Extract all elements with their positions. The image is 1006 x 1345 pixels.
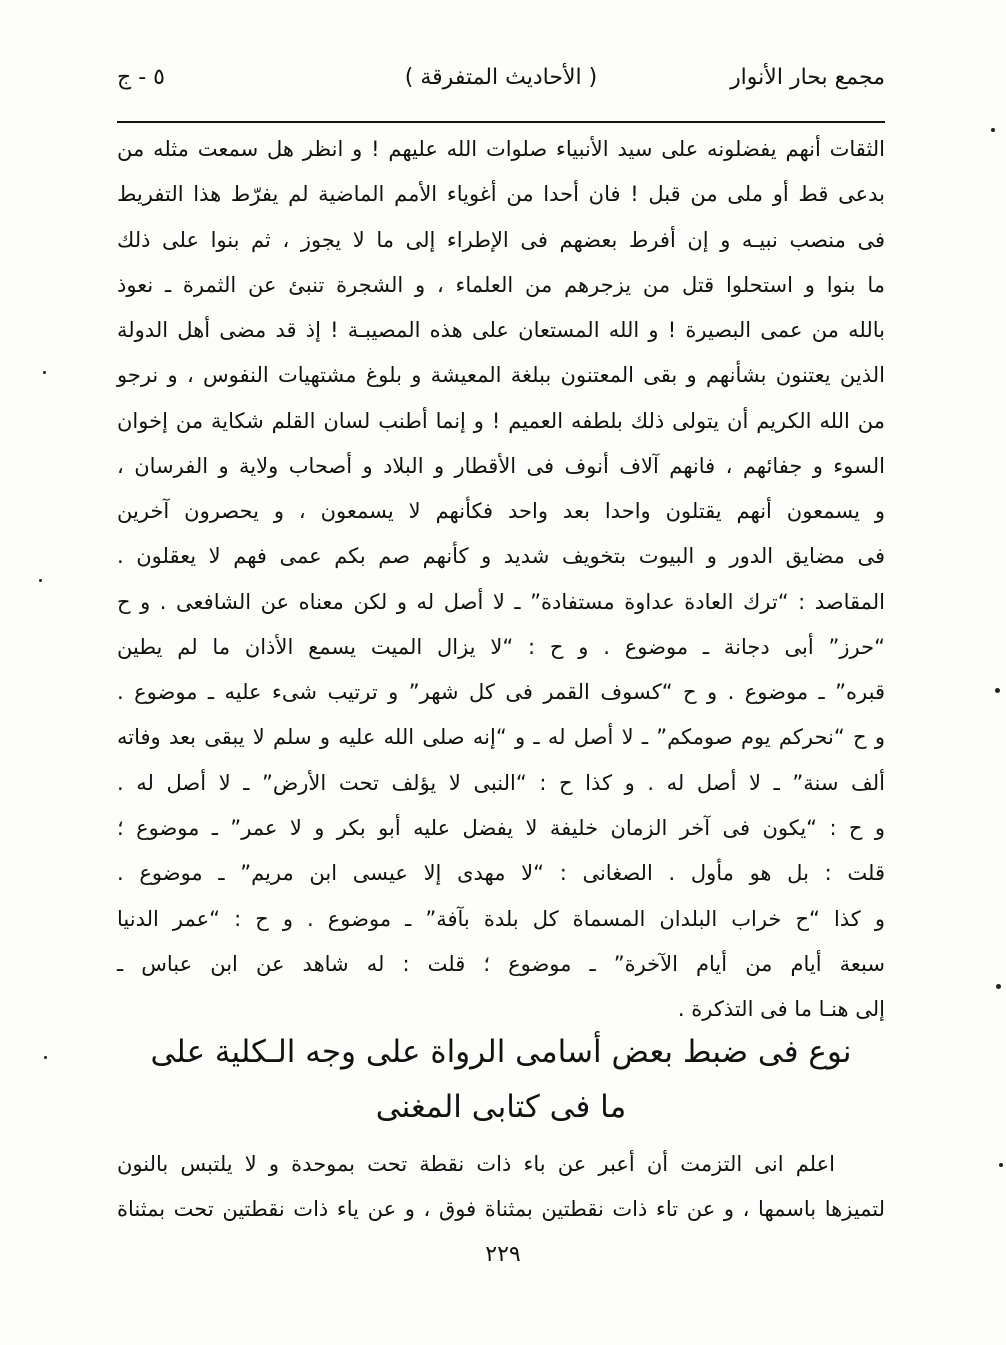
body-line: إلى هنـا ما فى التذكرة . — [677, 997, 885, 1022]
volume-number: ج - ٥ — [117, 65, 165, 90]
body-line: و كذا “ح خراب البلدان المسماة كل بلدة بآفة” ـ موضوع . و ح : “عمر الدنيا — [117, 906, 885, 931]
body-line: السوء و جفائهم ، فانهم آلاف أنوف فى الأقطار و البلاد و أصحاب ولاية و الفرسان ، — [117, 453, 885, 478]
body-line: المقاصد : “ترك العادة عداوة مستفادة” ـ لا أصل له و لكن معناه عن الشافعى . و ح — [117, 589, 885, 614]
body-line: و يسمعون أنهم يقتلون واحدا بعد واحد فكأنهم لا يسمعون ، و يحصرون آخرين — [117, 499, 885, 524]
section-heading — [117, 1025, 885, 1135]
scan-speck — [43, 371, 46, 374]
paragraph — [117, 1142, 885, 1232]
running-title: مجمع بحار الأنوار — [730, 65, 885, 90]
body-line: بالله من عمى البصيرة ! و الله المستعان على هذه المصيبـة ! إذ قد مضى أهل الدولة — [117, 318, 885, 343]
header-rule — [117, 121, 885, 123]
page-header — [117, 58, 885, 98]
scan-speck — [991, 128, 995, 132]
body-line: و ح “نحركم يوم صومكم” ـ لا أصل له ـ و “إنه صلى الله عليه و سلم لا يبقى بعد وفاته — [117, 725, 885, 750]
body-line: و ح : “يكون فى آخر الزمان خليفة لا يفضل عليه أبو بكر و لا عمر” ـ موضوع ؛ — [117, 815, 885, 840]
paragraph-line: لتميزها باسمها ، و عن تاء ذات نقطتين بمثناة فوق ، و عن ياء ذات نقطتين تحت بمثناة — [117, 1197, 885, 1221]
body-line: “حرز” أبى دجانة ـ موضوع . و ح : “لا يزال الميت يسمع الأذان ما لم يطين — [117, 634, 885, 659]
scan-speck — [996, 984, 1001, 989]
body-line: ألف سنة” ـ لا أصل له . و كذا ح : “النبى لا يؤلف تحت الأرض” ـ لا أصل له . — [117, 770, 885, 795]
body-line: قلت : بل هو مأول . الصغانى : “لا مهدى إلا عيسى ابن مريم” ـ موضوع . — [117, 861, 885, 886]
body-line: الذين يعتنون بشأنهم و بقى المعتنون ببلغة المعيشة و بلوغ مشتهيات النفوس ، و نرجو — [117, 363, 885, 388]
body-line: سبعة أيام من أيام الآخرة” ـ موضوع ؛ قلت : له شاهد عن ابن عباس ـ — [117, 951, 885, 976]
scan-speck — [39, 579, 42, 582]
body-line: الثقات أنهم يفضلونه على سيد الأنبياء صلوات الله عليهم ! و انظر هل سمعت مثله من — [117, 137, 885, 161]
scan-speck — [995, 688, 1000, 693]
body-line: من الله الكريم أن يتولى ذلك بلطفه العميم ! و إنما أطنب لسان القلم شكاية من إخوان — [117, 408, 885, 433]
page-number: ٢٢٩ — [485, 1242, 521, 1267]
body-line: فى مضايق الدور و البيوت بتخويف شديد و كأنهم صم بكم عمى فهم لا يعقلون . — [117, 544, 885, 569]
body-line: ما بنوا و استحلوا قتل من يزجرهم من العلماء ، و الشجرة تنبئ عن الثمرة ـ نعوذ — [117, 272, 885, 297]
body-line: فى منصب نبيـه و إن أفرط بعضهم فى الإطراء إلى ما لا يجوز ، ثم بنوا على ذلك — [117, 227, 885, 252]
body-text — [117, 127, 885, 1032]
heading-line: ما فى كتابى المغنى — [375, 1089, 627, 1125]
scan-speck — [999, 1163, 1003, 1167]
heading-line: نوع فى ضبط بعض أسامى الرواة على وجه الـكلية على — [150, 1034, 852, 1070]
section-title: ( الأحاديث المتفرقة ) — [404, 65, 598, 90]
body-line: بدعى قط أو ملى من قبل ! فان أحدا من أغوياء الأمم الماضية لم يفرّط هذا التفريط — [117, 182, 885, 207]
body-line: قبره” ـ موضوع . و ح “كسوف القمر فى كل شهر” و ترتيب شىء عليه ـ موضوع . — [117, 680, 885, 705]
paragraph-line: اعلم انى التزمت أن أعبر عن باء ذات نقطة تحت بموحدة و لا يلتبس بالنون — [117, 1152, 835, 1176]
scan-speck — [44, 1056, 47, 1059]
